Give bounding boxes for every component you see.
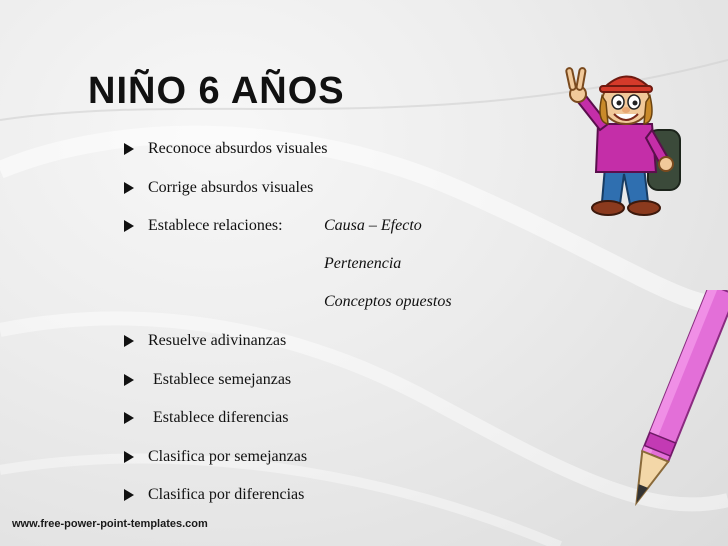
footer-url: www.free-power-point-templates.com (12, 518, 208, 530)
boy-peace-sign-icon (560, 62, 690, 222)
bullet-arrow-icon (124, 220, 134, 232)
bullet-arrow-icon (124, 451, 134, 463)
bullet-text: Resuelve adivinanzas (148, 332, 287, 349)
bullet-item (124, 215, 283, 237)
relation-item: Conceptos opuestos (324, 293, 452, 310)
bullet-arrow-icon (124, 143, 134, 155)
relation-item: Causa – Efecto (324, 217, 422, 234)
bullet-text: Corrige absurdos visuales (148, 179, 314, 196)
bullet-item (124, 484, 304, 506)
bullet-item (124, 446, 307, 468)
bullet-text: Clasifica por semejanzas (148, 448, 308, 465)
bullet-arrow-icon (124, 335, 134, 347)
bullet-arrow-icon (124, 182, 134, 194)
bullet-text: Establece diferencias (153, 409, 289, 426)
bullet-item (124, 369, 291, 391)
bullet-item (124, 177, 313, 199)
bullet-text: Establece relaciones: (148, 217, 283, 234)
bullet-item (124, 407, 288, 429)
bullet-item (124, 330, 286, 352)
bullet-text: Establece semejanzas (153, 371, 292, 388)
bullet-arrow-icon (124, 412, 134, 424)
bullet-text: Clasifica por diferencias (148, 486, 305, 503)
relation-item: Pertenencia (324, 255, 402, 272)
slide-title: NIÑO 6 AÑOS (88, 70, 345, 112)
pencil-icon (620, 290, 728, 530)
bullet-arrow-icon (124, 374, 134, 386)
bullet-arrow-icon (124, 489, 134, 501)
bullet-text: Reconoce absurdos visuales (148, 140, 328, 157)
bullet-item (124, 138, 328, 160)
